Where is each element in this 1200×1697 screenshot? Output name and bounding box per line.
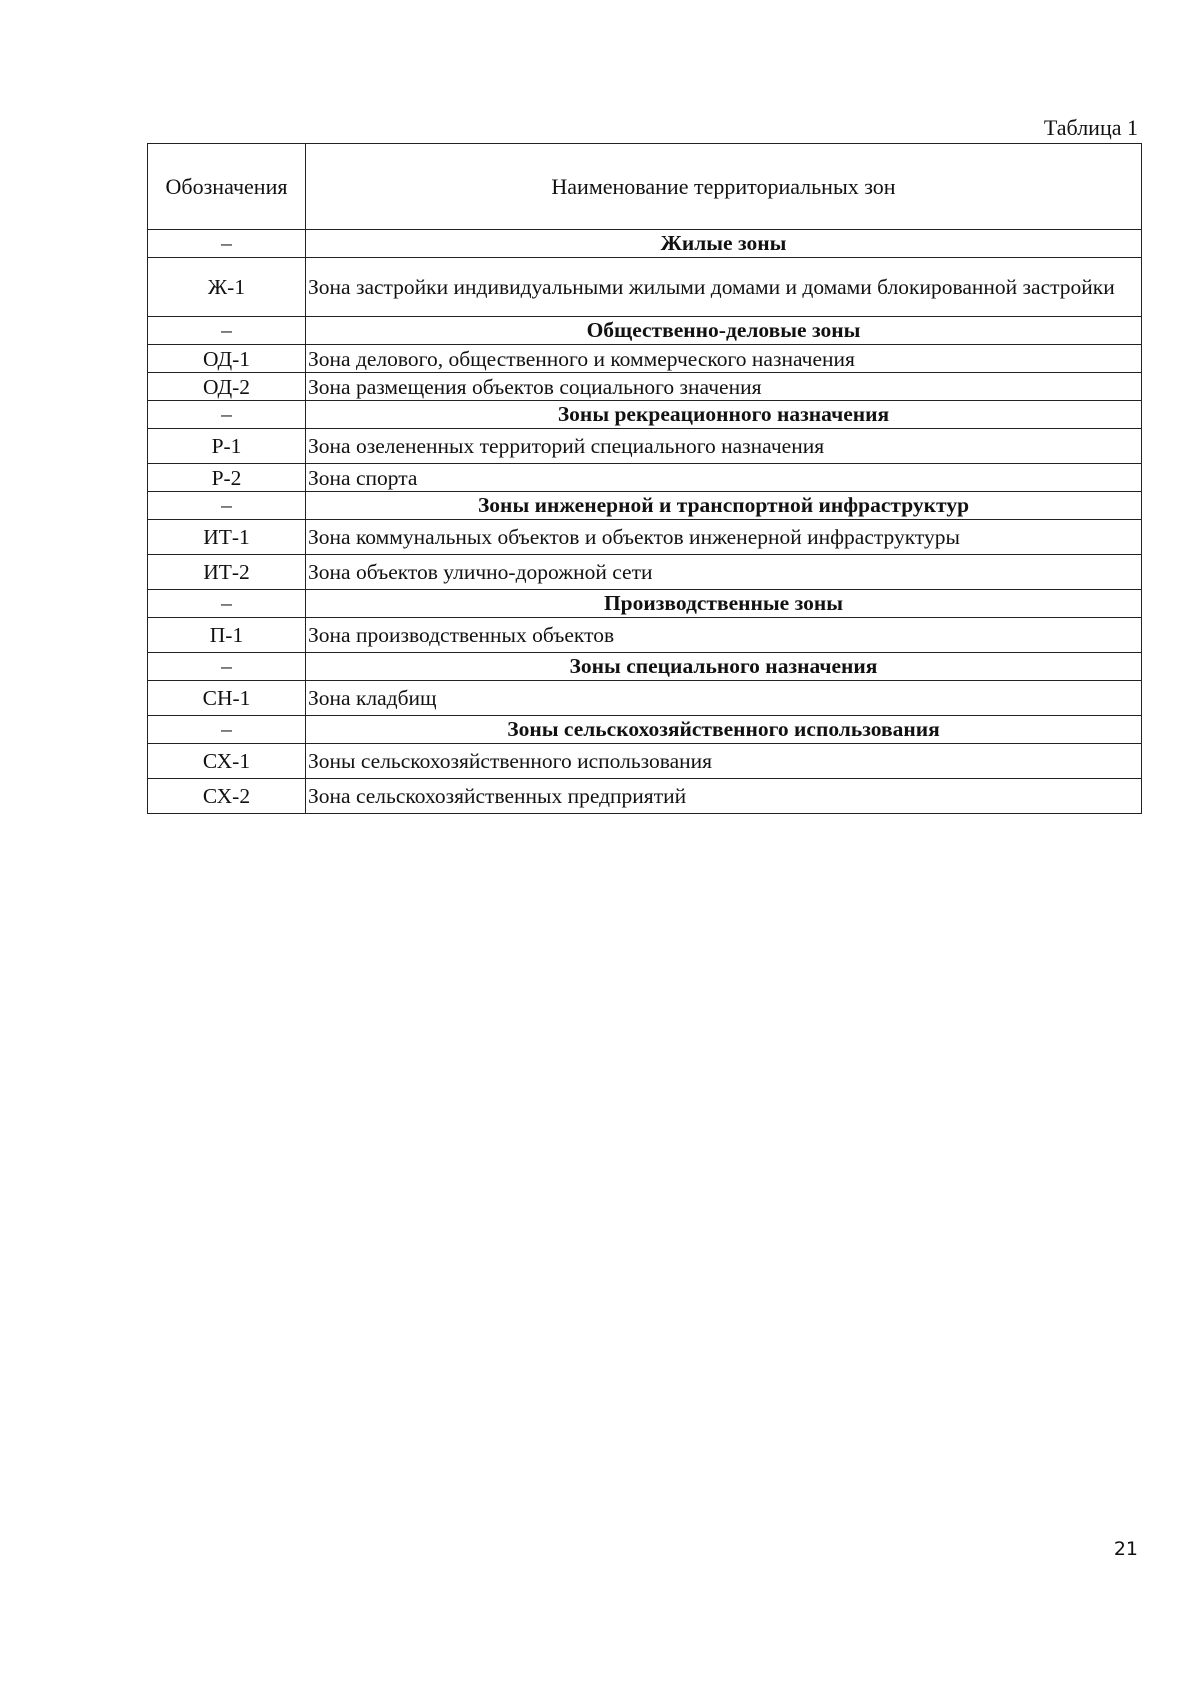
zone-code: ОД-1: [148, 345, 306, 373]
table-row: [148, 429, 1142, 464]
table-row: [148, 555, 1142, 590]
section-title: Жилые зоны: [306, 230, 1142, 258]
header-name: Наименование территориальных зон: [306, 144, 1142, 230]
section-row: [148, 317, 1142, 345]
zone-name: Зона производственных объектов: [306, 618, 1142, 653]
table-row: [148, 779, 1142, 814]
section-code: –: [148, 716, 306, 744]
section-code: –: [148, 590, 306, 618]
table-row: [148, 520, 1142, 555]
zones-table: [147, 143, 1142, 814]
zone-name: Зона коммунальных объектов и объектов инженерной инфраструктуры: [306, 520, 1142, 555]
zone-code: СХ-1: [148, 744, 306, 779]
section-code: –: [148, 653, 306, 681]
table-row: [148, 258, 1142, 317]
section-title: Зоны рекреационного назначения: [306, 401, 1142, 429]
zone-name: Зона спорта: [306, 464, 1142, 492]
table-row: [148, 681, 1142, 716]
section-code: –: [148, 317, 306, 345]
page-number: 21: [1113, 1538, 1138, 1560]
section-title: Зоны сельскохозяйственного использования: [306, 716, 1142, 744]
table-row: [148, 373, 1142, 401]
zone-code: ОД-2: [148, 373, 306, 401]
zone-code: ИТ-2: [148, 555, 306, 590]
zone-name: Зона сельскохозяйственных предприятий: [306, 779, 1142, 814]
zone-code: Р-1: [148, 429, 306, 464]
table-row: [148, 618, 1142, 653]
zone-code: П-1: [148, 618, 306, 653]
zone-name: Зона делового, общественного и коммерческого назначения: [306, 345, 1142, 373]
zone-name: Зона объектов улично-дорожной сети: [306, 555, 1142, 590]
section-title: Производственные зоны: [306, 590, 1142, 618]
section-row: [148, 492, 1142, 520]
table-row: [148, 744, 1142, 779]
section-title: Зоны специального назначения: [306, 653, 1142, 681]
section-code: –: [148, 230, 306, 258]
zone-code: СН-1: [148, 681, 306, 716]
table-header-row: [148, 144, 1142, 230]
section-title: Общественно-деловые зоны: [306, 317, 1142, 345]
table-row: [148, 345, 1142, 373]
zone-code: Р-2: [148, 464, 306, 492]
section-row: [148, 716, 1142, 744]
zone-code: ИТ-1: [148, 520, 306, 555]
zone-name: Зоны сельскохозяйственного использования: [306, 744, 1142, 779]
zone-name: Зона озелененных территорий специального назначения: [306, 429, 1142, 464]
zone-name: Зона кладбищ: [306, 681, 1142, 716]
zone-name: Зона размещения объектов социального значения: [306, 373, 1142, 401]
section-row: [148, 653, 1142, 681]
section-row: [148, 401, 1142, 429]
zone-code: СХ-2: [148, 779, 306, 814]
zone-name: Зона застройки индивидуальными жилыми домами и домами блокированной застройки: [306, 258, 1142, 317]
table-row: [148, 464, 1142, 492]
zone-code: Ж-1: [148, 258, 306, 317]
section-code: –: [148, 492, 306, 520]
header-code: Обозначения: [148, 144, 306, 230]
section-row: [148, 230, 1142, 258]
section-row: [148, 590, 1142, 618]
section-title: Зоны инженерной и транспортной инфраструктур: [306, 492, 1142, 520]
section-code: –: [148, 401, 306, 429]
table-caption: Таблица 1: [1043, 115, 1138, 140]
